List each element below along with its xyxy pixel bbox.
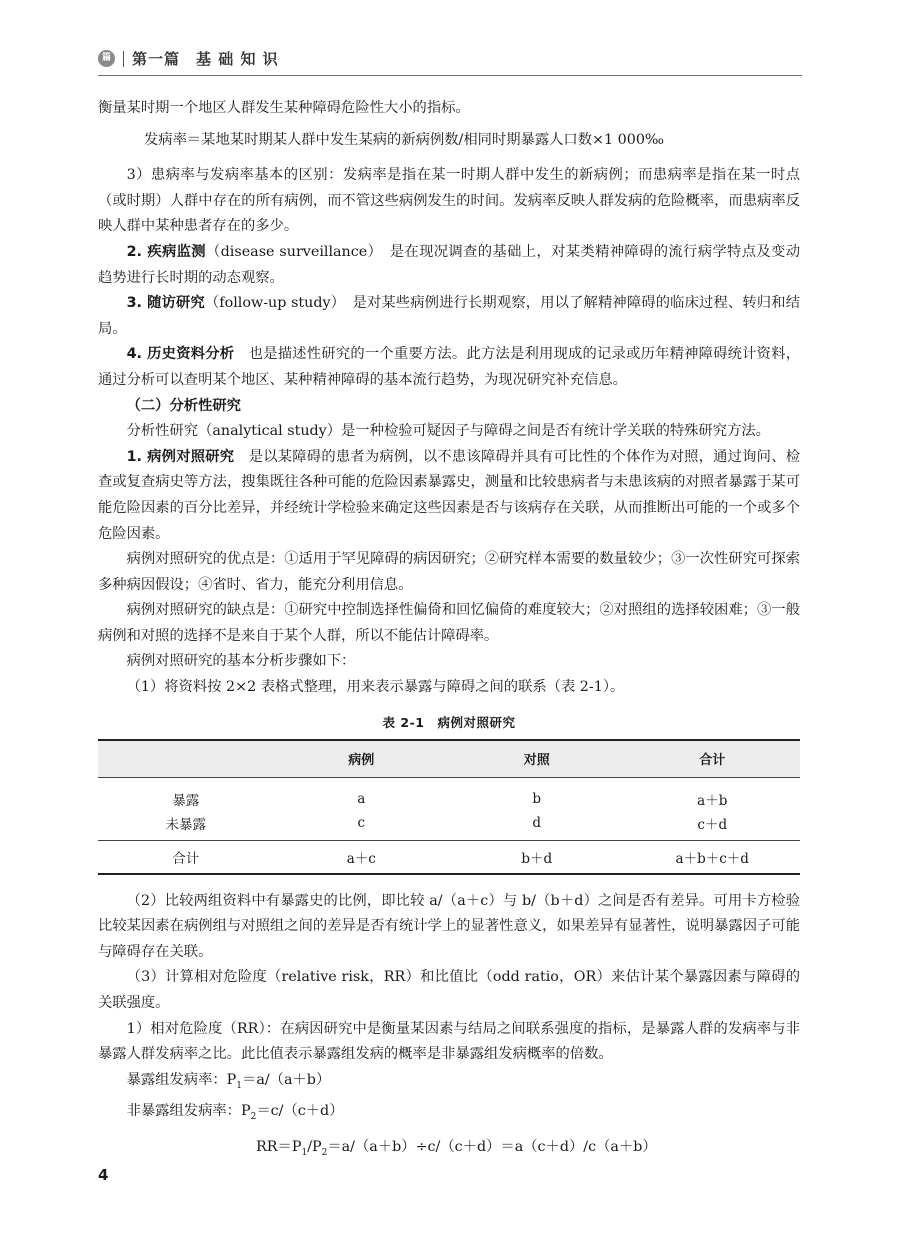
paragraph: 病例对照研究的基本分析步骤如下： xyxy=(126,653,356,670)
section-text: （follow-up study） 是对某些病例进行长期观察，用以了解精神障碍的临床过程、转归和结局。 xyxy=(98,295,800,337)
section-heading: 3. 随访研究 xyxy=(126,295,205,312)
subscript: 2 xyxy=(321,1147,328,1158)
section-text: 是以某障碍的患者为病例，以不患该障碍并具有可比性的个体作为对照，通过询问、检查或复查病史等方法，搜集既往各种可能的危险因素暴露史，测量和比较患病者与未患该病的对照者暴露于某可能危险因素的百分比差异，并经统计学检验来确定这些因素是否与该病存在关联，从而推断出可能的一个或多个危险因素。 xyxy=(98,448,801,542)
paragraph-case-control xyxy=(98,445,800,547)
table-total-row xyxy=(98,840,800,874)
header-divider xyxy=(123,51,124,67)
paragraph: 分析性研究（analytical study）是一种检验可疑因子与障碍之间是否有统计学关联的特殊研究方法。 xyxy=(126,423,770,440)
paragraph-disease-surveillance xyxy=(98,240,800,291)
page-number: 4 xyxy=(98,1166,109,1184)
table-header-cell: 对照 xyxy=(449,740,625,778)
table-cell: c＋d xyxy=(697,816,728,833)
table-cell: 暴露 xyxy=(172,792,200,809)
formula-text: /P xyxy=(307,1138,322,1155)
table-cell: d xyxy=(532,814,542,831)
table-caption: 表 2-1 病例对照研究 xyxy=(382,714,516,730)
formula-text: ＝c/（c＋d） xyxy=(256,1103,344,1120)
paragraph: 衡量某时期一个地区人群发生某种障碍危险性大小的指标。 xyxy=(98,100,470,116)
table-header-cell: 合计 xyxy=(625,740,801,778)
paragraph-relative-risk: 1）相对危险度（RR）：在病因研究中是衡量某因素与结局之间联系强度的指标，是暴露人群的发病率与非暴露人群发病率之比。此比值表示暴露组发病的概率是非暴露组发病概率的倍数。 xyxy=(98,1020,800,1063)
subsection-heading xyxy=(98,394,800,420)
subscript: 2 xyxy=(250,1112,257,1123)
section-heading: 4. 历史资料分析 xyxy=(126,346,235,363)
formula-text: ＝a/（a＋b）÷c/（c＋d）＝a（c＋d）/c（a＋b） xyxy=(327,1138,657,1155)
table-cell: b xyxy=(532,790,542,807)
running-header xyxy=(98,47,802,76)
section-heading: 1. 病例对照研究 xyxy=(126,448,235,465)
paragraph-step-3: （3）计算相对危险度（relative risk，RR）和比值比（odd ratio，OR）来估计某个暴露因素与障碍的关联强度。 xyxy=(98,969,800,1012)
part-title: 第一篇 基 础 知 识 xyxy=(132,50,279,68)
table-header-cell: 病例 xyxy=(274,740,450,778)
table-cell: a＋b＋c＋d xyxy=(625,840,801,874)
paragraph-follow-up-study xyxy=(98,291,800,342)
table-cell: 合计 xyxy=(98,840,274,874)
incidence-formula: 发病率＝某地某时期某人群中发生某病的新病例数/相同时期暴露人口数×1 000‰ xyxy=(144,131,665,148)
formula-exposed-incidence xyxy=(98,1068,800,1099)
subscript: 1 xyxy=(301,1147,308,1158)
paragraph-step-1: （1）将资料按 2×2 表格式整理，用来表示暴露与障碍之间的联系（表 2-1）。 xyxy=(126,679,625,696)
table-cell: a xyxy=(357,790,366,807)
formula-relative-risk xyxy=(98,1135,800,1166)
table-cell: c xyxy=(357,814,366,831)
section-heading: （二）分析性研究 xyxy=(126,397,241,414)
table-row xyxy=(98,777,800,811)
page-body xyxy=(98,96,800,1166)
section-text: （disease surveillance） 是在现况调查的基础上，对某类精神障碍的流行病学特点及变动趋势进行长时期的动态观察。 xyxy=(98,243,800,286)
table-header-cell xyxy=(98,740,274,778)
section-heading: 2. 疾病监测 xyxy=(126,243,206,260)
table-header-row xyxy=(98,740,800,778)
paragraph-advantages: 病例对照研究的优点是：①适用于罕见障碍的病因研究；②研究样本需要的数量较少；③一次性研究可探索多种病因假设；④省时、省力，能充分利用信息。 xyxy=(98,551,800,593)
paragraph: 3）患病率与发病率基本的区别：发病率是指在某一时期人群中发生的新病例；而患病率是指在某一时点（或时期）人群中存在的所有病例，而不管这些病例发生的时间。发病率反映人群发病的危险概率，而患病率反映人群中某种患者存在的多少。 xyxy=(98,167,800,235)
formula-text: 暴露组发病率：P xyxy=(126,1071,237,1088)
section-text: 也是描述性研究的一个重要方法。此方法是利用现成的记录或历年精神障碍统计资料，通过分析可以查明某个地区、某种精神障碍的基本流行趋势，为现况研究补充信息。 xyxy=(98,346,801,388)
table-row xyxy=(98,811,800,841)
formula-text: ＝a/（a＋b） xyxy=(242,1071,331,1088)
table-cell: 未暴露 xyxy=(165,816,206,833)
formula-text: RR＝P xyxy=(256,1138,302,1155)
formula-text: 非暴露组发病率：P xyxy=(126,1103,251,1120)
formula-unexposed-incidence xyxy=(98,1099,800,1130)
paragraph-historical-data xyxy=(98,342,800,393)
table-cell: a＋c xyxy=(274,840,450,874)
paragraph-step-2: （2）比较两组资料中有暴露史的比例，即比较 a/（a＋c）与 b/（b＋d）之间是否有差异。可用卡方检验比较某因素在病例组与对照组之间的差异是否有统计学上的显著性意义，如果差异有显著性，说明暴露因子可能与障碍存在关联。 xyxy=(98,892,800,960)
case-control-table xyxy=(98,739,800,875)
subscript: 1 xyxy=(236,1080,243,1091)
paragraph-disadvantages: 病例对照研究的缺点是：①研究中控制选择性偏倚和回忆偏倚的难度较大；②对照组的选择较困难；③一般病例和对照的选择不是来自于某个人群，所以不能估计障碍率。 xyxy=(98,602,800,644)
table-cell: a＋b xyxy=(697,792,728,809)
book-icon: 篇 xyxy=(98,50,115,67)
table-cell: b＋d xyxy=(449,840,625,874)
